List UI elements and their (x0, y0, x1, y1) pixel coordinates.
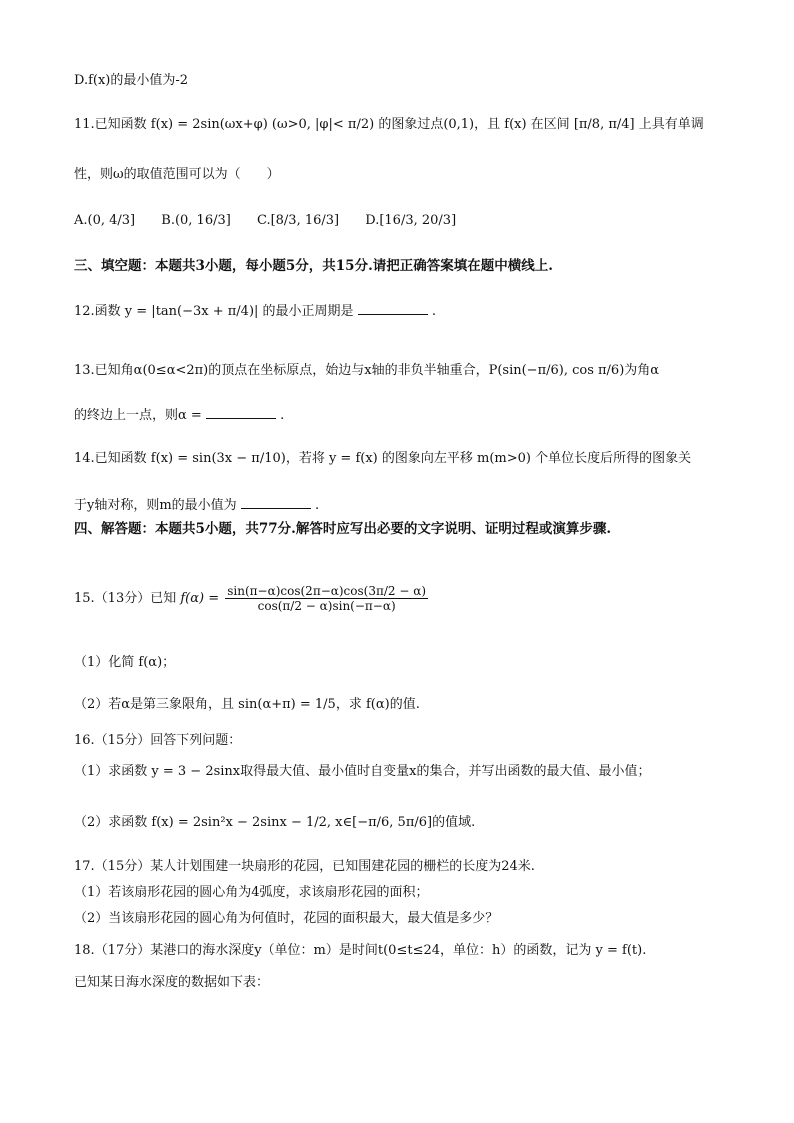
question-18-intro-text: 18.（17分）某港口的海水深度y（单位：m）是时间t(0≤t≤24，单位：h）的函数，记为 y = f(t). (74, 943, 647, 958)
question-15-part-2 (74, 696, 420, 714)
question-11-text: 11.已知函数 f(x) = 2sin(ωx+φ) (ω>0, |φ|< π/2) 的图象过点(0,1)，且 f(x) 在区间 [π/8, π/4] 上具有单调 (74, 117, 704, 132)
question-15-part-1-text: （1）化简 f(α)； (74, 655, 176, 670)
question-14-continuation: 于y轴对称，则m的最小值为 (74, 498, 237, 513)
question-16-part-2-text: （2）求函数 f(x) = 2sin²x − 2sinx − 1/2, x∈[−π/6, 5π/6]的值域. (74, 815, 476, 830)
question-15-line (74, 584, 430, 613)
question-17-part-2 (74, 910, 498, 928)
question-14-line-1 (74, 450, 691, 468)
question-12-end: . (431, 304, 436, 319)
question-17-part-1-text: （1）若该扇形花园的圆心角为4弧度，求该扇形花园的面积； (74, 885, 429, 900)
question-11-options (74, 212, 478, 230)
question-15-part-2-text: （2）若α是第三象限角，且 sin(α+π) = 1/5，求 f(α)的值. (74, 697, 420, 712)
question-16-intro (74, 732, 241, 750)
question-12-text: 12.函数 y = |tan(−3x + π/4)| 的最小正周期是 (74, 304, 354, 319)
question-11-option-d: D.[16/3, 20/3] (365, 213, 457, 228)
section-3-heading (74, 257, 553, 275)
question-13-line-1 (74, 362, 659, 380)
question-11-option-a: A.(0, 4/3] (74, 213, 136, 228)
question-14-text: 14.已知函数 f(x) = sin(3x − π/10)，若将 y = f(x) 的图象向左平移 m(m>0) 个单位长度后所得的图象关 (74, 451, 692, 466)
question-17-part-1 (74, 884, 429, 902)
question-17-part-2-text: （2）当该扇形花园的圆心角为何值时，花园的面积最大，最大值是多少？ (74, 911, 499, 926)
question-13-end: . (280, 408, 285, 423)
question-12-line (74, 302, 436, 321)
question-17-intro (74, 858, 535, 876)
question-12-answer-blank[interactable] (358, 302, 428, 315)
question-14-answer-blank[interactable] (241, 496, 311, 509)
question-18-continuation-text: 已知某日海水深度的数据如下表： (74, 975, 270, 990)
option-d-line (74, 72, 188, 90)
question-18-continuation (74, 974, 269, 992)
question-16-part-1-text: （1）求函数 y = 3 − 2sinx取得最大值、最小值时自变量x的集合，并写出函数的最大值、最小值； (74, 764, 651, 779)
section-4-heading (74, 520, 611, 538)
question-15-f-alpha: f(α) = (180, 591, 224, 606)
section-3-heading-text: 三、填空题：本题共3小题，每小题5分，共15分.请把正确答案填在题中横线上. (74, 258, 553, 274)
question-13-answer-blank[interactable] (206, 406, 276, 419)
section-4-heading-text: 四、解答题：本题共5小题，共77分.解答时应写出必要的文字说明、证明过程或演算步骤. (74, 521, 612, 537)
question-14-end: . (314, 498, 320, 513)
question-11-line-2 (74, 166, 280, 184)
question-18-intro (74, 942, 646, 960)
question-11-continuation: 性，则ω的取值范围可以为（ ） (74, 167, 280, 182)
question-11-line-1 (74, 116, 704, 134)
question-16-part-1 (74, 763, 650, 781)
question-15-denominator: cos(π/2 − α)sin(−π−α) (257, 599, 396, 613)
question-17-intro-text: 17.（15分）某人计划围建一块扇形的花园，已知围建花园的栅栏的长度为24米. (74, 859, 535, 874)
question-15-fraction (225, 584, 428, 613)
question-16-intro-text: 16.（15分）回答下列问题： (74, 733, 242, 748)
question-13-line-2 (74, 406, 284, 425)
question-15-numerator: sin(π−α)cos(2π−α)cos(3π/2 − α) (227, 584, 426, 598)
question-13-continuation: 的终边上一点，则α = (74, 408, 202, 423)
question-13-text: 13.已知角α(0≤α<2π)的顶点在坐标原点，始边与x轴的非负半轴重合，P(sin(−π/6), cos π/6)为角α (74, 363, 660, 378)
question-11-option-c: C.[8/3, 16/3] (256, 213, 340, 228)
question-14-line-2 (74, 496, 319, 515)
question-15-part-1 (74, 654, 175, 672)
question-15-label: 15.（13分）已知 (74, 591, 177, 606)
option-d-text: D.f(x)的最小值为-2 (74, 73, 189, 88)
question-11-option-b: B.(0, 16/3] (161, 213, 231, 228)
question-16-part-2 (74, 814, 475, 832)
